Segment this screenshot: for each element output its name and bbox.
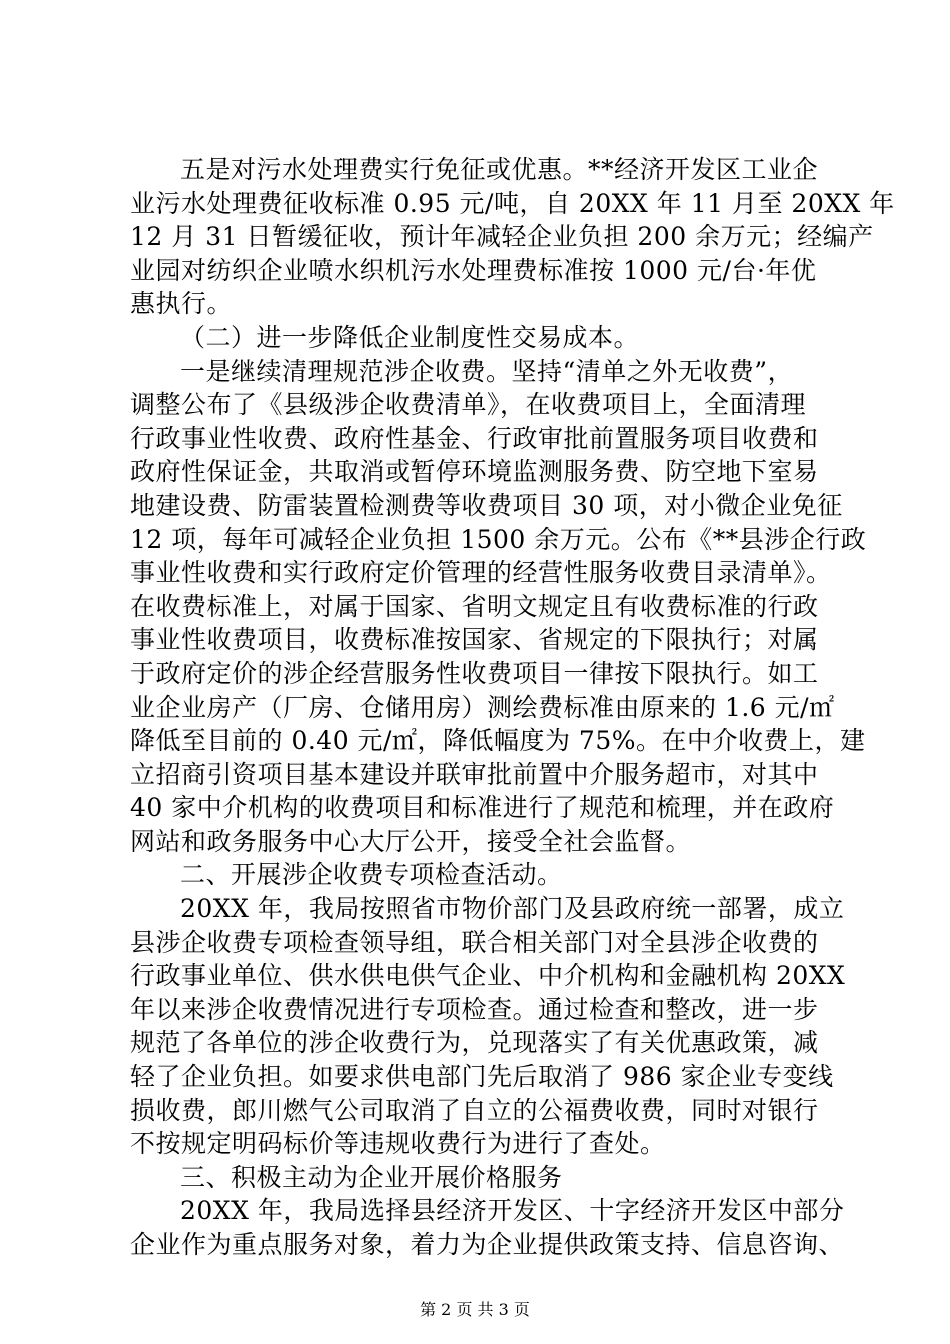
paragraph-line: 规范了各单位的涉企收费行为，兑现落实了有关优惠政策，减: [130, 1028, 819, 1058]
paragraph-line: 不按规定明码标价等违规收费行为进行了查处。: [130, 1129, 666, 1159]
paragraph-line: 立招商引资项目基本建设并联审批前置中介服务超市，对其中: [130, 759, 819, 789]
paragraph-line: 40 家中介机构的收费项目和标准进行了规范和梳理，并在政府: [130, 793, 835, 823]
paragraph-line: 12 项，每年可减轻企业负担 1500 余万元。公布《**县涉企行政: [130, 524, 867, 554]
paragraph-line: 降低至目前的 0.40 元/㎡，降低幅度为 75%。在中介收费上，建: [130, 726, 866, 756]
paragraph-line: 一是继续清理规范涉企收费。坚持“清单之外无收费”，: [180, 356, 794, 386]
paragraph-line: 12 月 31 日暂缓征收，预计年减轻企业负担 200 余万元；经编产: [130, 222, 874, 252]
paragraph-line: 业园对纺织企业喷水织机污水处理费标准按 1000 元/台·年优: [130, 255, 817, 285]
paragraph-line: 业污水处理费征收标准 0.95 元/吨，自 20XX 年 11 月至 20XX 年: [130, 188, 895, 218]
paragraph-line: 政府性保证金，共取消或暂停环境监测服务费、防空地下室易: [130, 457, 819, 487]
page-footer: 第 2 页 共 3 页: [420, 1300, 530, 1319]
paragraph-line: 地建设费、防雷装置检测费等收费项目 30 项，对小微企业免征: [130, 490, 843, 520]
paragraph-line: 事业性收费项目，收费标准按国家、省规定的下限执行；对属: [130, 625, 819, 655]
body-text: [130, 153, 895, 1262]
paragraph-line: 20XX 年，我局按照省市物价部门及县政府统一部署，成立: [180, 894, 845, 924]
section-heading: 二、开展涉企收费专项检查活动。: [180, 860, 563, 890]
paragraph-line: 损收费，郎川燃气公司取消了自立的公福费收费，同时对银行: [130, 1095, 819, 1125]
paragraph-line: 事业性收费和实行政府定价管理的经营性服务收费目录清单》。: [130, 558, 832, 588]
paragraph-line: 年以来涉企收费情况进行专项检查。通过检查和整改，进一步: [130, 994, 819, 1024]
section-heading: （二）进一步降低企业制度性交易成本。: [180, 322, 640, 352]
paragraph-line: 行政事业性收费、政府性基金、行政审批前置服务项目收费和: [130, 423, 819, 453]
paragraph-line: 网站和政务服务中心大厅公开，接受全社会监督。: [130, 826, 692, 856]
paragraph-line: 行政事业单位、供水供电供气企业、中介机构和金融机构 20XX: [130, 961, 846, 991]
paragraph-line: 于政府定价的涉企经营服务性收费项目一律按下限执行。如工: [130, 658, 819, 688]
paragraph-line: 轻了企业负担。如要求供电部门先后取消了 986 家企业专变线: [130, 1062, 834, 1092]
paragraph-line: 20XX 年，我局选择县经济开发区、十字经济开发区中部分: [180, 1196, 845, 1226]
section-heading: 三、积极主动为企业开展价格服务: [180, 1162, 563, 1192]
paragraph-line: 五是对污水处理费实行免征或优惠。**经济开发区工业企: [180, 155, 819, 184]
paragraph-line: 县涉企收费专项检查领导组，联合相关部门对全县涉企收费的: [130, 927, 819, 957]
paragraph-line: 在收费标准上，对属于国家、省明文规定且有收费标准的行政: [130, 591, 819, 621]
paragraph-line: 调整公布了《县级涉企收费清单》，在收费项目上，全面清理: [130, 390, 807, 420]
paragraph-line: 惠执行。: [130, 289, 233, 319]
paragraph-line: 企业作为重点服务对象，着力为企业提供政策支持、信息咨询、: [130, 1230, 845, 1259]
paragraph-line: 业企业房产（厂房、仓储用房）测绘费标准由原来的 1.6 元/㎡: [130, 692, 835, 722]
